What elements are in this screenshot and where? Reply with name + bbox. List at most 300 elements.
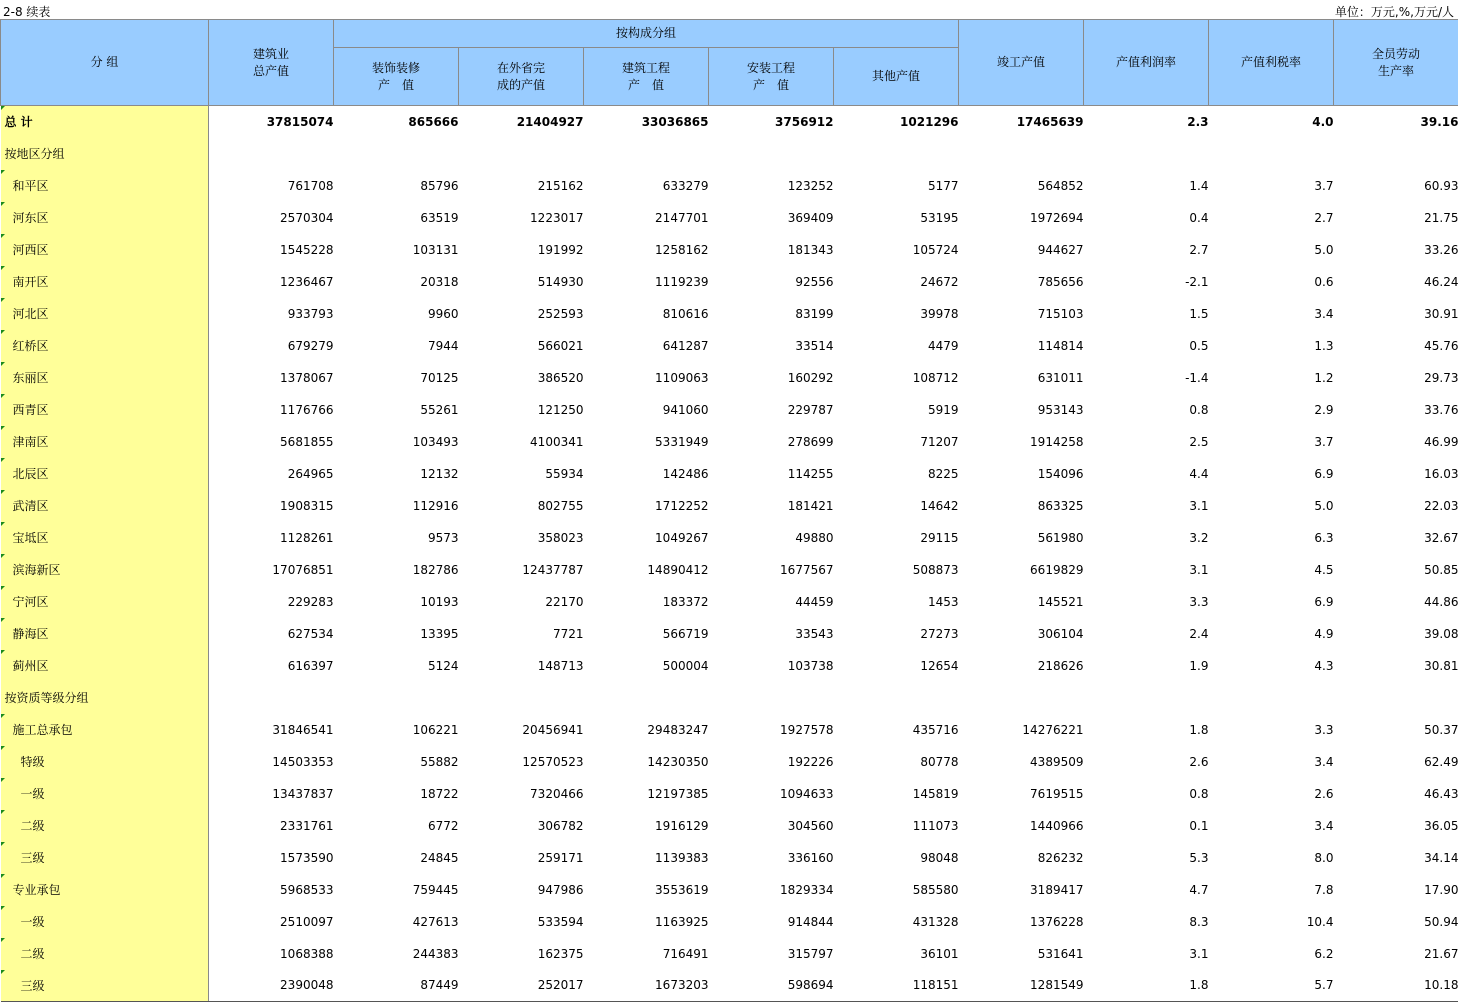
- header-installation: 安装工程 产 值: [709, 48, 834, 106]
- table-row: [1, 234, 1458, 266]
- table-cell: 2570304: [280, 210, 334, 225]
- table-cell: -2.1: [1185, 274, 1209, 289]
- table-cell: 34.14: [1424, 850, 1458, 865]
- table-cell: 50.37: [1424, 722, 1458, 737]
- table-cell: 85796: [420, 178, 459, 193]
- table-cell: 191992: [537, 242, 584, 257]
- table-cell: 1094633: [780, 786, 834, 801]
- table-cell: 585580: [912, 882, 959, 897]
- table-cell: 0.8: [1189, 786, 1209, 801]
- unit-label: 单位：万元,%,万元/人: [1334, 5, 1454, 19]
- table-cell: 1128261: [280, 530, 334, 545]
- table-cell: 566021: [537, 338, 584, 353]
- row-label: 武清区: [1, 490, 209, 522]
- table-cell: 46.24: [1424, 274, 1458, 289]
- table-cell: 1119239: [655, 274, 709, 289]
- table-cell: 508873: [912, 562, 959, 577]
- row-label: 河东区: [1, 202, 209, 234]
- table-cell: 13395: [420, 626, 459, 641]
- table-cell: 4479: [927, 338, 959, 353]
- row-label: 总 计: [1, 106, 209, 138]
- table-cell: 2.4: [1189, 626, 1209, 641]
- table-cell: [209, 138, 334, 170]
- table-cell: 103738: [787, 658, 834, 673]
- table-cell: [959, 138, 1084, 170]
- row-label: 南开区: [1, 266, 209, 298]
- table-row: [1, 938, 1458, 970]
- table-cell: 9960: [427, 306, 459, 321]
- table-cell: 29483247: [647, 722, 709, 737]
- table-cell: 641287: [662, 338, 709, 353]
- table-cell: 1281549: [959, 970, 1084, 1002]
- table-cell: 4.4: [1189, 466, 1209, 481]
- table-cell: 121250: [537, 402, 584, 417]
- table-cell: 514930: [537, 274, 584, 289]
- table-cell: 914844: [787, 914, 834, 929]
- table-cell: 50.85: [1424, 562, 1458, 577]
- table-cell: 32.67: [1424, 530, 1458, 545]
- table-cell: 12197385: [647, 786, 709, 801]
- table-cell: 1.2: [1314, 370, 1334, 385]
- table-cell: 564852: [1037, 178, 1084, 193]
- row-label: 按资质等级分组: [1, 682, 209, 714]
- table-cell: 785656: [1037, 274, 1084, 289]
- table-cell: 3.1: [1189, 562, 1209, 577]
- table-cell: 0.1: [1189, 818, 1209, 833]
- table-cell: 1021296: [900, 114, 959, 129]
- table-cell: 2.9: [1314, 402, 1334, 417]
- table-cell: 45.76: [1424, 338, 1458, 353]
- header-total-output: 建筑业 总产值: [209, 20, 334, 106]
- table-cell: 1908315: [280, 498, 334, 513]
- table-row: [1, 362, 1458, 394]
- header-completed: 竣工产值: [959, 20, 1084, 106]
- table-cell: -1.4: [1185, 370, 1209, 385]
- table-cell: 3.7: [1314, 434, 1334, 449]
- table-cell: 715103: [1037, 306, 1084, 321]
- table-cell: 304560: [787, 818, 834, 833]
- table-cell: 1258162: [655, 242, 709, 257]
- table-cell: 2510097: [280, 914, 334, 929]
- table-cell: 1223017: [530, 210, 584, 225]
- table-cell: 1.4: [1189, 178, 1209, 193]
- table-cell: 252017: [459, 970, 584, 1002]
- table-cell: 5331949: [655, 434, 709, 449]
- table-cell: 810616: [662, 306, 709, 321]
- table-row: [1, 874, 1458, 906]
- table-cell: 252593: [537, 306, 584, 321]
- table-cell: 108712: [912, 370, 959, 385]
- table-cell: 435716: [912, 722, 959, 737]
- table-cell: 111073: [912, 818, 959, 833]
- table-cell: 4100341: [530, 434, 584, 449]
- table-cell: 8.0: [1314, 850, 1334, 865]
- table-title: 2-8 续表: [3, 5, 51, 19]
- header-construction: 建筑工程 产 值: [584, 48, 709, 106]
- table-cell: 63519: [420, 210, 459, 225]
- table-cell: 114255: [787, 466, 834, 481]
- header-profit-tax-rate: 产值利税率: [1209, 20, 1334, 106]
- table-cell: 16.03: [1424, 466, 1458, 481]
- table-cell: 863325: [1037, 498, 1084, 513]
- row-label: 施工总承包: [1, 714, 209, 746]
- table-cell: 229787: [787, 402, 834, 417]
- table-cell: 44459: [795, 594, 834, 609]
- table-cell: 3.4: [1314, 754, 1334, 769]
- table-cell: 24672: [920, 274, 959, 289]
- table-cell: 1.9: [1189, 658, 1209, 673]
- table-cell: 30.91: [1424, 306, 1458, 321]
- table-cell: 12654: [920, 658, 959, 673]
- row-label: 特级: [1, 746, 209, 778]
- title-bar: [0, 0, 1458, 19]
- table-cell: 2.6: [1189, 754, 1209, 769]
- table-row: [1, 298, 1458, 330]
- table-cell: 21.67: [1424, 946, 1458, 961]
- table-cell: [709, 682, 834, 714]
- table-cell: 2331761: [280, 818, 334, 833]
- table-cell: 336160: [787, 850, 834, 865]
- table-cell: 55934: [545, 466, 584, 481]
- table-cell: 62.49: [1424, 754, 1458, 769]
- table-cell: 39978: [920, 306, 959, 321]
- row-label: 滨海新区: [1, 554, 209, 586]
- table-cell: 229283: [287, 594, 334, 609]
- table-cell: 0.6: [1314, 274, 1334, 289]
- table-cell: 29115: [920, 530, 959, 545]
- table-cell: 33543: [795, 626, 834, 641]
- table-cell: 10.18: [1334, 970, 1458, 1002]
- table-cell: 5.0: [1314, 498, 1334, 513]
- row-label: 宁河区: [1, 586, 209, 618]
- table-cell: [1334, 138, 1458, 170]
- table-cell: 1139383: [655, 850, 709, 865]
- table-cell: 8.3: [1189, 914, 1209, 929]
- table-cell: 30.81: [1424, 658, 1458, 673]
- table-cell: 3.7: [1314, 178, 1334, 193]
- table-cell: 92556: [795, 274, 834, 289]
- table-cell: 947986: [537, 882, 584, 897]
- section-row: [1, 682, 1458, 714]
- table-cell: 306104: [1037, 626, 1084, 641]
- table-cell: 5681855: [280, 434, 334, 449]
- table-cell: 761708: [287, 178, 334, 193]
- row-label: 一级: [1, 906, 209, 938]
- table-cell: 3.2: [1189, 530, 1209, 545]
- table-cell: 182786: [412, 562, 459, 577]
- table-row: [1, 394, 1458, 426]
- table-cell: 114814: [1037, 338, 1084, 353]
- table-cell: 162375: [537, 946, 584, 961]
- row-label: 按地区分组: [1, 138, 209, 170]
- table-row: [1, 490, 1458, 522]
- table-cell: 27273: [920, 626, 959, 641]
- table-cell: 1927578: [780, 722, 834, 737]
- table-cell: 533594: [537, 914, 584, 929]
- table-cell: 192226: [787, 754, 834, 769]
- table-cell: 4.5: [1314, 562, 1334, 577]
- table-cell: 71207: [920, 434, 959, 449]
- table-row: [1, 810, 1458, 842]
- row-label: 二级: [1, 938, 209, 970]
- table-row: [1, 458, 1458, 490]
- table-cell: 55882: [420, 754, 459, 769]
- table-cell: 21.75: [1424, 210, 1458, 225]
- table-cell: 5.7: [1209, 970, 1334, 1002]
- table-cell: 17076851: [272, 562, 334, 577]
- table-cell: 1378067: [280, 370, 334, 385]
- table-cell: 160292: [787, 370, 834, 385]
- row-label: 静海区: [1, 618, 209, 650]
- table-cell: 4389509: [1030, 754, 1084, 769]
- table-cell: 244383: [412, 946, 459, 961]
- table-cell: 70125: [420, 370, 459, 385]
- table-cell: 3.4: [1314, 818, 1334, 833]
- table-row: [1, 426, 1458, 458]
- row-label: 二级: [1, 810, 209, 842]
- table-cell: 865666: [408, 114, 459, 129]
- table-cell: 679279: [287, 338, 334, 353]
- table-cell: 31846541: [272, 722, 334, 737]
- table-cell: 33514: [795, 338, 834, 353]
- table-row: [1, 554, 1458, 586]
- table-cell: 3.1: [1189, 498, 1209, 513]
- table-cell: 278699: [787, 434, 834, 449]
- table-cell: 80778: [920, 754, 959, 769]
- table-cell: 145521: [1037, 594, 1084, 609]
- table-cell: 13437837: [272, 786, 334, 801]
- table-cell: 21404927: [516, 114, 584, 129]
- table-cell: 1163925: [655, 914, 709, 929]
- table-row: [1, 586, 1458, 618]
- table-cell: 1.5: [1189, 306, 1209, 321]
- table-cell: 1972694: [1030, 210, 1084, 225]
- table-cell: [1084, 682, 1209, 714]
- header-group: 分 组: [1, 20, 209, 106]
- table-cell: 7944: [427, 338, 459, 353]
- table-cell: [459, 682, 584, 714]
- table-cell: 7721: [552, 626, 584, 641]
- table-row: [1, 170, 1458, 202]
- row-label: 三级: [1, 842, 209, 874]
- table-cell: 148713: [537, 658, 584, 673]
- table-cell: 33.76: [1424, 402, 1458, 417]
- table-cell: 1916129: [655, 818, 709, 833]
- table-cell: 9573: [427, 530, 459, 545]
- header-profit-rate: 产值利润率: [1084, 20, 1209, 106]
- table-cell: 3.1: [1189, 946, 1209, 961]
- table-cell: 5919: [927, 402, 959, 417]
- table-cell: 6.3: [1314, 530, 1334, 545]
- table-cell: 1677567: [780, 562, 834, 577]
- table-cell: 2.7: [1189, 242, 1209, 257]
- table-cell: 18722: [420, 786, 459, 801]
- section-row: [1, 138, 1458, 170]
- table-cell: 716491: [662, 946, 709, 961]
- table-cell: 427613: [412, 914, 459, 929]
- total-row: [1, 106, 1458, 138]
- table-cell: 1673203: [584, 970, 709, 1002]
- table-row: [1, 330, 1458, 362]
- table-row: [1, 202, 1458, 234]
- table-cell: 154096: [1037, 466, 1084, 481]
- table-cell: [834, 682, 959, 714]
- table-cell: 6619829: [1030, 562, 1084, 577]
- table-cell: 123252: [787, 178, 834, 193]
- table-cell: 933793: [287, 306, 334, 321]
- table-cell: 0.4: [1189, 210, 1209, 225]
- table-cell: 24845: [420, 850, 459, 865]
- table-cell: [1334, 682, 1458, 714]
- table-cell: 561980: [1037, 530, 1084, 545]
- table-cell: 37815074: [266, 114, 334, 129]
- table-cell: 4.7: [1189, 882, 1209, 897]
- table-row: [1, 266, 1458, 298]
- table-cell: 4.0: [1312, 114, 1334, 129]
- table-cell: 103131: [412, 242, 459, 257]
- table-cell: 22170: [545, 594, 584, 609]
- table-cell: 759445: [412, 882, 459, 897]
- table-cell: 98048: [920, 850, 959, 865]
- table-cell: 112916: [412, 498, 459, 513]
- header-out-province: 在外省完 成的产值: [459, 48, 584, 106]
- table-cell: 1.8: [1084, 970, 1209, 1002]
- table-cell: [334, 138, 459, 170]
- table-cell: 5124: [427, 658, 459, 673]
- table-cell: 46.99: [1424, 434, 1458, 449]
- table-cell: 386520: [537, 370, 584, 385]
- row-label: 河西区: [1, 234, 209, 266]
- table-cell: 83199: [795, 306, 834, 321]
- table-cell: 36101: [920, 946, 959, 961]
- table-cell: 2147701: [655, 210, 709, 225]
- table-cell: 14230350: [647, 754, 709, 769]
- table-cell: 181421: [787, 498, 834, 513]
- row-label: 专业承包: [1, 874, 209, 906]
- table-cell: [209, 682, 334, 714]
- table-cell: 4.3: [1314, 658, 1334, 673]
- table-cell: 2.6: [1314, 786, 1334, 801]
- table-cell: 6.9: [1314, 594, 1334, 609]
- table-cell: 7.8: [1314, 882, 1334, 897]
- table-cell: 10.4: [1306, 914, 1334, 929]
- table-cell: 802755: [537, 498, 584, 513]
- table-cell: 1545228: [280, 242, 334, 257]
- table-cell: 12437787: [522, 562, 584, 577]
- table-row: [1, 714, 1458, 746]
- table-cell: 2.7: [1314, 210, 1334, 225]
- table-cell: 941060: [662, 402, 709, 417]
- table-cell: 3.3: [1314, 722, 1334, 737]
- table-cell: 17465639: [1016, 114, 1084, 129]
- table-cell: 12570523: [522, 754, 584, 769]
- table-cell: 5177: [927, 178, 959, 193]
- table-cell: 49880: [795, 530, 834, 545]
- table-cell: 103493: [412, 434, 459, 449]
- table-cell: 6772: [427, 818, 459, 833]
- table-cell: [459, 138, 584, 170]
- table-cell: 215162: [537, 178, 584, 193]
- table-cell: 566719: [662, 626, 709, 641]
- header-composition: 按构成分组: [334, 20, 959, 48]
- table-cell: 1049267: [655, 530, 709, 545]
- row-label: 红桥区: [1, 330, 209, 362]
- table-cell: 1.3: [1314, 338, 1334, 353]
- table-cell: [584, 138, 709, 170]
- table-cell: 14503353: [272, 754, 334, 769]
- table-cell: 14276221: [1022, 722, 1084, 737]
- table-cell: [584, 682, 709, 714]
- table-cell: [1209, 682, 1334, 714]
- table-cell: [959, 682, 1084, 714]
- table-cell: 1376228: [1030, 914, 1084, 929]
- table-cell: 306782: [537, 818, 584, 833]
- table-cell: 7619515: [1030, 786, 1084, 801]
- table-cell: 315797: [787, 946, 834, 961]
- table-cell: 369409: [787, 210, 834, 225]
- table-cell: 1.8: [1189, 722, 1209, 737]
- row-label: 西青区: [1, 394, 209, 426]
- table-cell: [834, 138, 959, 170]
- table-cell: 5.3: [1189, 850, 1209, 865]
- table-cell: 1236467: [280, 274, 334, 289]
- table-cell: 55261: [420, 402, 459, 417]
- row-label: 北辰区: [1, 458, 209, 490]
- table-cell: 12132: [420, 466, 459, 481]
- table-cell: 826232: [1037, 850, 1084, 865]
- table-cell: 36.05: [1424, 818, 1458, 833]
- table-cell: 3756912: [775, 114, 834, 129]
- table-cell: 6.9: [1314, 466, 1334, 481]
- table-cell: 1109063: [655, 370, 709, 385]
- table-cell: 39.08: [1424, 626, 1458, 641]
- table-cell: 0.8: [1189, 402, 1209, 417]
- table-cell: 7320466: [530, 786, 584, 801]
- table-row: [1, 778, 1458, 810]
- table-row: [1, 906, 1458, 938]
- row-label: 宝坻区: [1, 522, 209, 554]
- table-row: [1, 970, 1458, 1002]
- table-cell: 3553619: [655, 882, 709, 897]
- table-cell: 953143: [1037, 402, 1084, 417]
- row-label: 蓟州区: [1, 650, 209, 682]
- table-cell: 598694: [709, 970, 834, 1002]
- table-cell: 14890412: [647, 562, 709, 577]
- table-cell: 181343: [787, 242, 834, 257]
- table-cell: 3189417: [1030, 882, 1084, 897]
- row-label: 津南区: [1, 426, 209, 458]
- table-cell: 431328: [912, 914, 959, 929]
- table-cell: 1712252: [655, 498, 709, 513]
- table-cell: 2390048: [209, 970, 334, 1002]
- table-cell: 631011: [1037, 370, 1084, 385]
- row-label: 一级: [1, 778, 209, 810]
- table-cell: 2.5: [1189, 434, 1209, 449]
- table-cell: 22.03: [1424, 498, 1458, 513]
- table-cell: 142486: [662, 466, 709, 481]
- table-cell: 44.86: [1424, 594, 1458, 609]
- table-cell: 1573590: [280, 850, 334, 865]
- table-cell: 616397: [287, 658, 334, 673]
- table-cell: 183372: [662, 594, 709, 609]
- header-decoration: 装饰装修 产 值: [334, 48, 459, 106]
- table-cell: 50.94: [1424, 914, 1458, 929]
- table-cell: 1440966: [1030, 818, 1084, 833]
- table-cell: 1829334: [780, 882, 834, 897]
- table-cell: 20318: [420, 274, 459, 289]
- table-cell: 4.9: [1314, 626, 1334, 641]
- table-cell: 627534: [287, 626, 334, 641]
